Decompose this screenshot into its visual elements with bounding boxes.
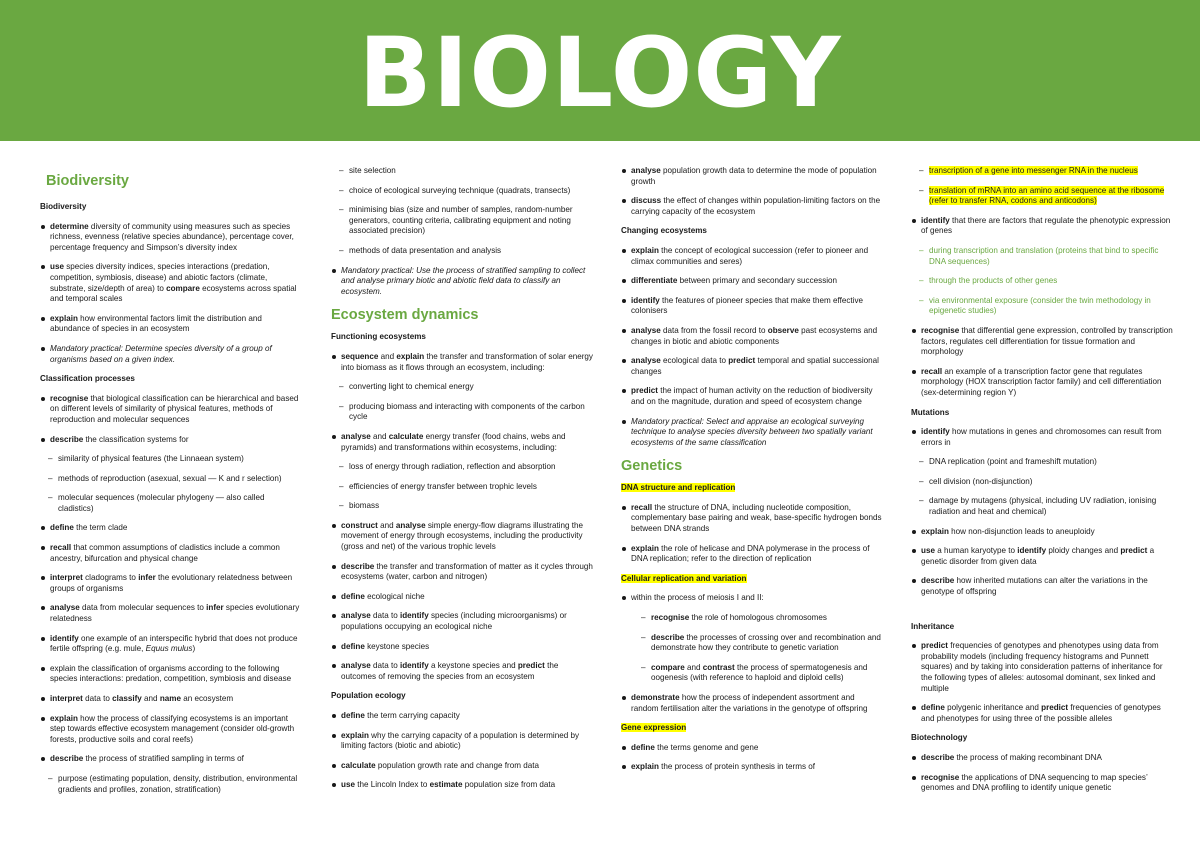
dash-item: – describe the processes of crossing over and recombination and demonstrate how they contribute to genetic variation (621, 633, 883, 654)
dash-item-green: – via environmental exposure (consider the twin methodology in epigenetic studies) (911, 296, 1173, 317)
dash-item: – purpose (estimating population, density, distribution, environmental gradients and profiles, zonation, stratification) (40, 774, 302, 795)
dash-item: – loss of energy through radiation, reflection and absorption (331, 462, 593, 473)
bullet-item: demonstrate how the process of independent assortment and random fertilisation alter the variations in the genotype of offspring (621, 693, 883, 714)
bullet-item: analyse data to identify species (including microorganisms) or populations occupying an ecological niche (331, 611, 593, 632)
dash-item: – methods of reproduction (asexual, sexual — K and r selection) (40, 474, 302, 485)
dash-item: – efficiencies of energy transfer between trophic levels (331, 482, 593, 493)
bullet-item: describe the process of making recombinant DNA (911, 753, 1173, 764)
subheading: Inheritance (911, 621, 955, 631)
dash-item: – DNA replication (point and frameshift mutation) (911, 457, 1173, 468)
dash-item: – cell division (non-disjunction) (911, 477, 1173, 488)
bullet-item: sequence and explain the transfer and transformation of solar energy into biomass as it flows through an ecosystem, including: (331, 352, 593, 373)
bullet-item: explain the role of helicase and DNA polymerase in the process of DNA replication; refer to the direction of replication (621, 544, 883, 565)
subheading: Gene expression (621, 723, 687, 733)
column-1 (40, 166, 302, 804)
bullet-item: describe the transfer and transformation of matter as it cycles through ecosystems (water, carbon and nitrogen) (331, 562, 593, 583)
subheading: DNA structure and replication (621, 483, 736, 493)
dash-item: – site selection (331, 166, 593, 177)
bullet-item: predict frequencies of genotypes and phenotypes using data from probability models (including frequency histograms and Punnett squares) and by taking into consideration patterns of inheritance for the following types of alleles: autosomal dominant, sex linked and multiple (911, 641, 1173, 694)
bullet-item: use the Lincoln Index to estimate population size from data (331, 780, 593, 791)
page-title: BIOLOGY (358, 16, 842, 129)
bullet-item: identify that there are factors that regulate the phenotypic expression of genes (911, 216, 1173, 237)
bullet-item: within the process of meiosis I and II: (621, 593, 883, 604)
bullet-item: define the term clade (40, 523, 302, 534)
dash-item: – similarity of physical features (the Linnaean system) (40, 454, 302, 465)
bullet-item: interpret cladograms to infer the evolutionary relatedness between groups of organisms (40, 573, 302, 594)
dash-item: – damage by mutagens (physical, including UV radiation, ionising radiation and heat and chemical) (911, 496, 1173, 517)
section-heading-genetics: Genetics (621, 458, 683, 475)
bullet-item: define the term carrying capacity (331, 711, 593, 722)
bullet-item: identify the features of pioneer species that make them effective colonisers (621, 296, 883, 317)
bullet-item: analyse data from molecular sequences to infer species evolutionary relatedness (40, 603, 302, 624)
bullet-item: explain how the process of classifying ecosystems is an important step towards effective ecosystem management (consider old-growth forests, productive soils and coral reefs) (40, 714, 302, 746)
dash-item-highlighted: – transcription of a gene into messenger RNA in the nucleus (911, 166, 1173, 177)
subheading: Changing ecosystems (621, 226, 707, 236)
bullet-item: analyse data to identify a keystone species and predict the outcomes of removing the species from an ecosystem (331, 661, 593, 682)
dash-item: – converting light to chemical energy (331, 382, 593, 393)
bullet-item: explain why the carrying capacity of a population is determined by limiting factors (biotic and abiotic) (331, 731, 593, 752)
bullet-item: analyse data from the fossil record to observe past ecosystems and changes in biotic and abiotic components (621, 326, 883, 347)
bullet-item: define ecological niche (331, 592, 593, 603)
bullet-item: differentiate between primary and secondary succession (621, 276, 883, 287)
bullet-item: define the terms genome and gene (621, 743, 883, 754)
bullet-item: analyse and calculate energy transfer (food chains, webs and pyramids) and transformations within ecosystems, including: (331, 432, 593, 453)
bullet-item: recognise that biological classification can be hierarchical and based on different levels of similarity of physical features, methods of reproduction and molecular sequences (40, 394, 302, 426)
column-4 (911, 166, 1173, 803)
bullet-item: recall that common assumptions of cladistics include a common ancestry, bifurcation and physical change (40, 543, 302, 564)
bullet-item: describe the classification systems for (40, 435, 302, 446)
subheading: Biodiversity (40, 202, 87, 211)
dash-item: – recognise the role of homologous chromosomes (621, 613, 883, 624)
bullet-item: explain how environmental factors limit the distribution and abundance of species in an ecosystem (40, 314, 302, 335)
bullet-item: explain the process of protein synthesis in terms of (621, 762, 883, 773)
dash-item: – molecular sequences (molecular phylogeny — also called cladistics) (40, 493, 302, 514)
mandatory-practical: Mandatory practical: Determine species diversity of a group of organisms based on a given index. (40, 344, 302, 365)
section-heading-biodiversity: Biodiversity (46, 173, 129, 189)
mandatory-practical: Mandatory practical: Use the process of stratified sampling to collect and analyse primary biotic and abiotic field data to classify an ecosystem. (331, 266, 593, 298)
subheading: Biotechnology (911, 733, 968, 743)
column-2 (331, 166, 593, 800)
bullet-item: construct and analyse simple energy-flow diagrams illustrating the movement of energy through ecosystems, including the productivity (gross and net) of the various trophic levels (331, 521, 593, 553)
bullet-item: identify how mutations in genes and chromosomes can result from errors in (911, 427, 1173, 448)
dash-item: – choice of ecological surveying technique (quadrats, transects) (331, 186, 593, 197)
subheading: Cellular replication and variation (621, 573, 747, 583)
dash-item: – compare and contrast the process of spermatogenesis and oogenesis (with reference to haploid and diploid cells) (621, 663, 883, 684)
dash-item-highlighted: – translation of mRNA into an amino acid sequence at the ribosome (refer to transfer RNA, codons and anticodons) (911, 186, 1173, 207)
bullet-item: describe the process of stratified sampling in terms of (40, 754, 302, 765)
bullet-item: recall an example of a transcription factor gene that regulates morphology (HOX transcription factor family) and cell differentiation (sex-determining region Y) (911, 367, 1173, 399)
dash-item: – minimising bias (size and number of samples, random-number generators, counting criteria, calibrating equipment and noting associated precision) (331, 205, 593, 237)
subheading: Functioning ecosystems (331, 332, 426, 342)
column-3 (621, 166, 883, 782)
bullet-item: discuss the effect of changes within population-limiting factors on the carrying capacity of the ecosystem (621, 196, 883, 217)
bullet-item: define polygenic inheritance and predict frequencies of genotypes and phenotypes for using three of the possible alleles (911, 703, 1173, 724)
mandatory-practical: Mandatory practical: Select and appraise an ecological surveying technique to analyse species diversity between two spatially variant ecosystems of the same classification (621, 417, 883, 449)
subheading: Mutations (911, 407, 950, 417)
bullet-item: interpret data to classify and name an ecosystem (40, 694, 302, 705)
dash-item: – methods of data presentation and analysis (331, 246, 593, 257)
dash-item: – producing biomass and interacting with components of the carbon cycle (331, 402, 593, 423)
bullet-item: recognise that differential gene expression, controlled by transcription factors, regulates cell differentiation for tissue formation and morphology (911, 326, 1173, 358)
bullet-item: use species diversity indices, species interactions (predation, competition, symbiosis, disease) and abiotic factors (climate, substrate, size/depth of area) to compare ecosystems across spatial and temporal scales (40, 262, 302, 304)
bullet-item: analyse population growth data to determine the mode of population growth (621, 166, 883, 187)
section-heading-ecosystem-dynamics: Ecosystem dynamics (331, 307, 479, 324)
bullet-item: explain how non-disjunction leads to aneuploidy (911, 527, 1173, 538)
bullet-item: use a human karyotype to identify ploidy changes and predict a genetic disorder from given data (911, 546, 1173, 567)
subheading: Population ecology (331, 691, 406, 701)
bullet-item: identify one example of an interspecific hybrid that does not produce fertile offspring (e.g. mule, Equus mulus) (40, 634, 302, 655)
bullet-item: describe how inherited mutations can alter the variations in the genotype of offspring (911, 576, 1173, 597)
dash-item: – biomass (331, 501, 593, 512)
title-banner (0, 0, 1200, 141)
bullet-item: determine diversity of community using measures such as species richness, evenness (relative species abundance), percentage cover, percentage frequency and Simpson’s diversity index (40, 222, 302, 254)
dash-item-green: – through the products of other genes (911, 276, 1173, 287)
bullet-item: define keystone species (331, 642, 593, 653)
bullet-item: explain the concept of ecological succession (refer to pioneer and climax communities and seres) (621, 246, 883, 267)
bullet-item: calculate population growth rate and change from data (331, 761, 593, 772)
bullet-item: analyse ecological data to predict temporal and spatial successional changes (621, 356, 883, 377)
subheading: Classification processes (40, 374, 135, 384)
bullet-item: recognise the applications of DNA sequencing to map species’ genomes and DNA profiling to identify unique genetic (911, 773, 1173, 794)
bullet-item: recall the structure of DNA, including nucleotide composition, complementary base pairing and weak, base-specific hydrogen bonds between DNA strands (621, 503, 883, 535)
bullet-item: predict the impact of human activity on the reduction of biodiversity and on the magnitude, duration and speed of ecosystem change (621, 386, 883, 407)
bullet-item: explain the classification of organisms according to the following species interactions: predation, competition, symbiosis and disease (40, 664, 302, 685)
dash-item-green: – during transcription and translation (proteins that bind to specific DNA sequences) (911, 246, 1173, 267)
